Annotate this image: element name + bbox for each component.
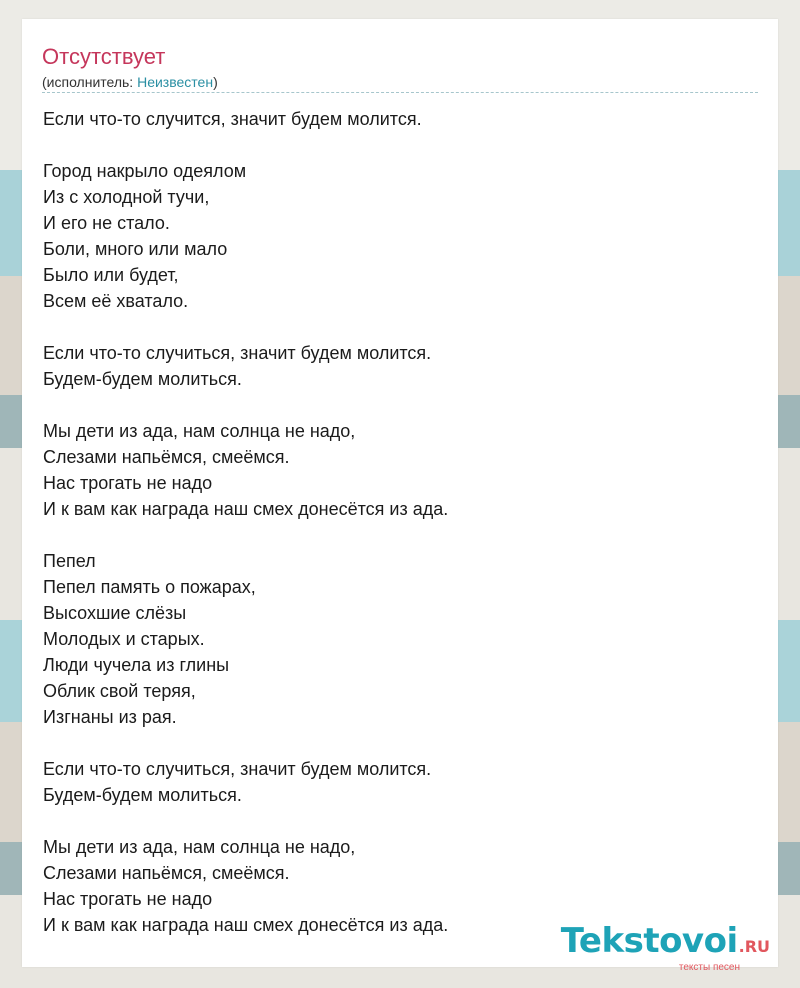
logo-wordmark	[561, 923, 770, 965]
lyric-blank-line	[43, 314, 759, 340]
lyric-line: И к вам как награда наш смех донесётся из ада.	[43, 915, 449, 935]
lyric-line: Если что-то случится, значит будем молится.	[43, 109, 422, 129]
lyric-blank-line	[43, 808, 759, 834]
lyric-line: Будем-будем молиться.	[43, 785, 242, 805]
lyric-line: Пепел	[43, 551, 96, 571]
lyric-line: И его не стало.	[43, 213, 170, 233]
lyric-line: Если что-то случиться, значит будем молится.	[43, 343, 432, 363]
lyric-line: Нас трогать не надо	[43, 889, 213, 909]
lyric-line: Люди чучела из глины	[43, 655, 230, 675]
lyric-blank-line	[43, 730, 759, 756]
song-header	[42, 43, 758, 91]
site-logo[interactable]	[561, 923, 770, 974]
lyric-line: Если что-то случиться, значит будем молится.	[43, 759, 432, 779]
lyric-line: Мы дети из ада, нам солнца не надо,	[43, 837, 356, 857]
logo-tld: .RU	[738, 937, 770, 956]
lyric-line: Из с холодной тучи,	[43, 187, 210, 207]
lyric-line: Высохшие слёзы	[43, 603, 187, 623]
performer-info	[42, 73, 758, 91]
logo-tagline: тексты песен	[678, 962, 740, 973]
lyric-line: Будем-будем молиться.	[43, 369, 242, 389]
lyric-line: Изгнаны из рая.	[43, 707, 177, 727]
lyric-line: Слезами напьёмся, смеёмся.	[43, 447, 290, 467]
song-title: Отсутствует	[42, 44, 166, 69]
performer-suffix: )	[213, 74, 218, 90]
performer-link[interactable]: Неизвестен	[137, 74, 214, 90]
performer-prefix: (исполнитель:	[42, 74, 138, 90]
lyrics-card	[22, 19, 778, 967]
lyric-line: Всем её хватало.	[43, 291, 189, 311]
logo-name: Tekstovoi	[560, 921, 738, 961]
lyric-line: Слезами напьёмся, смеёмся.	[43, 863, 290, 883]
lyric-line: Молодых и старых.	[43, 629, 205, 649]
lyric-line: Было или будет,	[43, 265, 179, 285]
lyric-blank-line	[43, 522, 759, 548]
lyric-line: Нас трогать не надо	[43, 473, 213, 493]
lyric-line: Пепел память о пожарах,	[43, 577, 256, 597]
lyric-line: Боли, много или мало	[43, 239, 228, 259]
lyric-blank-line	[43, 132, 759, 158]
lyric-line: Облик свой теряя,	[43, 681, 196, 701]
lyrics-text	[43, 106, 759, 938]
lyric-blank-line	[43, 392, 759, 418]
lyric-line: И к вам как награда наш смех донесётся из ада.	[43, 499, 449, 519]
header-divider	[42, 92, 758, 93]
lyric-line: Город накрыло одеялом	[43, 161, 247, 181]
lyric-line: Мы дети из ада, нам солнца не надо,	[43, 421, 356, 441]
